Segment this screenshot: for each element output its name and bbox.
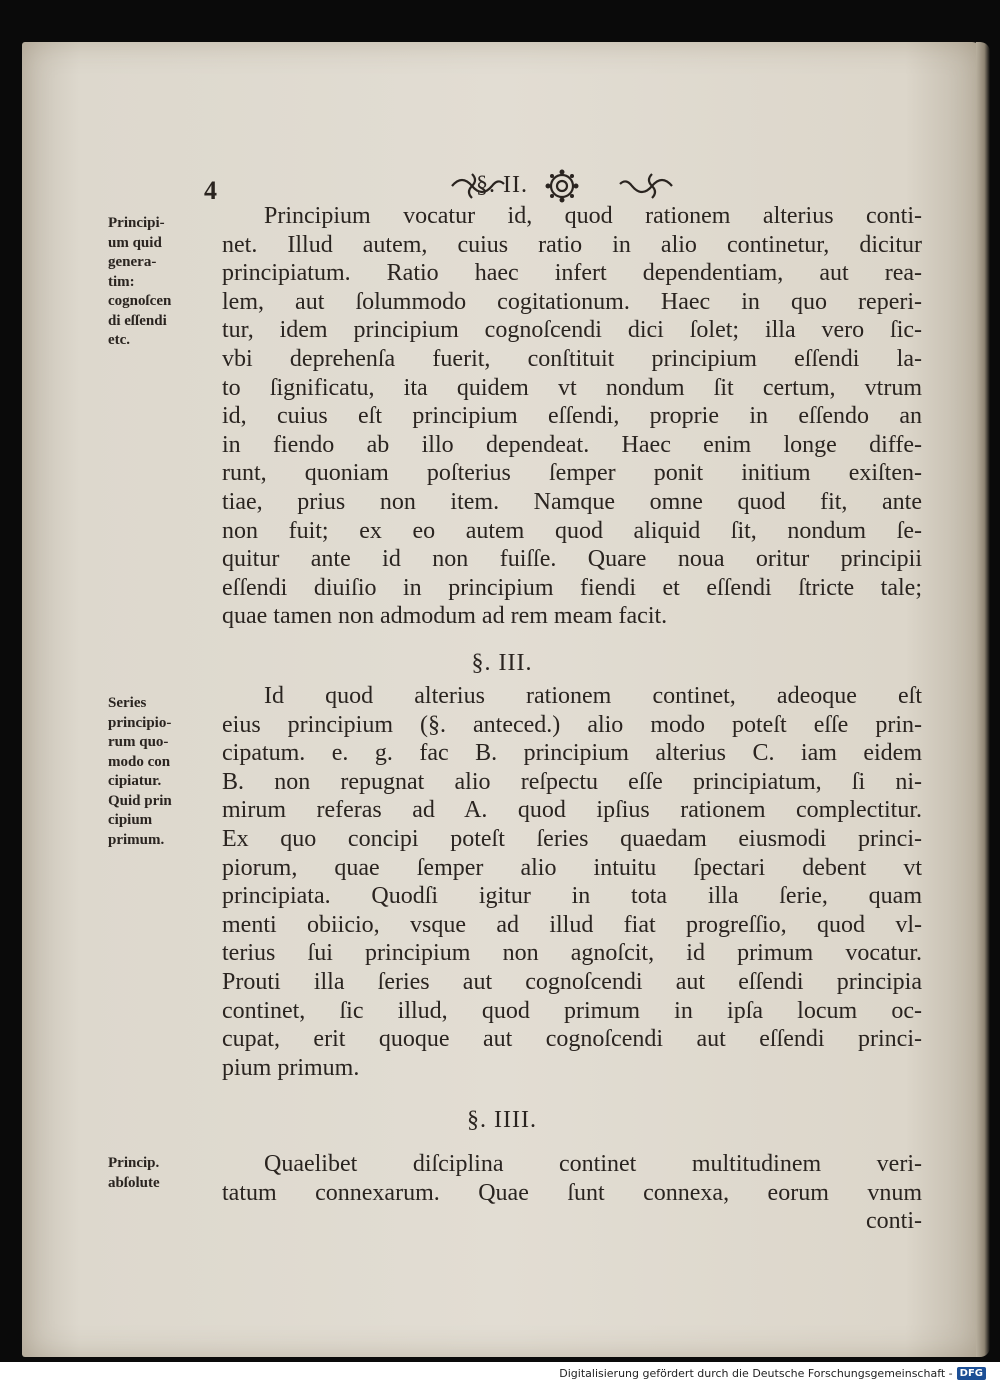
text-line: Principium vocatur id, quod rationem alterius conti- xyxy=(264,203,922,229)
text-line: lem, aut ſolummodo cogitationum. Haec in quo reperi- xyxy=(222,288,922,315)
margin-note-line: principio- xyxy=(108,714,172,731)
section-body-iiii xyxy=(222,1150,922,1236)
margin-note-line: Principi- xyxy=(108,215,165,231)
text-line: tur, idem principium cognoſcendi dici ſolet; illa vero ſic- xyxy=(222,317,922,344)
text-line: continet, ſic illud, quod primum in ipſa locum oc- xyxy=(222,997,922,1024)
footer-text: Digitalisierung gefördert durch die Deutsche Forschungsgemeinschaft - xyxy=(559,1367,953,1380)
margin-note-iiii xyxy=(108,1154,223,1193)
text-line: in fiendo ab illo dependeat. Haec enim longe diffe- xyxy=(222,431,922,458)
margin-note-line: Quid prin xyxy=(108,792,172,809)
margin-note-line: Series xyxy=(108,695,147,711)
section-heading-ii: §. II. xyxy=(476,172,528,198)
text-line: eius principium (§. anteced.) alio modo poteſt eſſe prin- xyxy=(222,711,922,738)
text-line: B. non repugnat alio reſpectu eſſe principiatum, ſi ni- xyxy=(222,768,922,795)
text-line: tiae, prius non item. Namque omne quod fit, ante xyxy=(222,488,922,515)
section-body-iii xyxy=(222,682,922,1082)
text-line: cipatum. e. g. fac B. principium alterius C. iam eidem xyxy=(222,740,922,767)
text-line: principiatum. Ratio haec infert dependentiam, aut rea- xyxy=(222,260,922,287)
margin-note-line: cipium xyxy=(108,812,153,828)
text-line: principiata. Quodſi igitur in tota illa ſerie, quam xyxy=(222,883,922,910)
margin-note-iii xyxy=(108,694,223,850)
text-line: non fuit; ex eo autem quod aliquid ſit, nondum ſe- xyxy=(222,517,922,544)
text-line: tatum connexarum. Quae ſunt connexa, eorum vnum xyxy=(222,1179,922,1206)
text-line: id, cuius eſt principium eſſendi, proprie in eſſendo an xyxy=(222,403,922,430)
section-body-ii xyxy=(222,202,922,631)
catchword: conti- xyxy=(866,1208,922,1235)
text-line: terius ſui principium non agnoſcit, id primum vocatur. xyxy=(222,940,922,967)
text-line: piorum, quae ſemper alio intuitu ſpectari debent vt xyxy=(222,854,922,881)
text-line: Ex quo concipi poteſt ſeries quaedam eiusmodi princi- xyxy=(222,825,922,852)
margin-note-line: primum. xyxy=(108,831,165,848)
margin-note-line: tim: xyxy=(108,273,135,290)
margin-note-line: Princip. xyxy=(108,1155,160,1171)
text-line: quitur ante id non fuiſſe. Quare noua oritur principii xyxy=(222,546,922,573)
margin-note-line: um quid xyxy=(108,234,162,251)
margin-note-ii xyxy=(108,214,223,351)
section-heading-iiii: §. IIII. xyxy=(467,1107,537,1133)
footer-attribution xyxy=(559,1367,986,1380)
text-line: quae tamen non admodum ad rem meam facit. xyxy=(222,603,668,630)
margin-note-line: abſolute xyxy=(108,1174,160,1191)
book-page xyxy=(22,42,982,1357)
text-line: to ſignificatu, ita quidem vt nondum ſit certum, vtrum xyxy=(222,374,922,401)
dfg-logo-icon: DFG xyxy=(957,1367,986,1380)
text-line: net. Illud autem, cuius ratio in alio continetur, dicitur xyxy=(222,231,922,258)
text-line: runt, quoniam poſterius ſemper ponit initium exiſten- xyxy=(222,460,922,487)
text-line: mirum referas ad A. quod ipſius rationem complectitur. xyxy=(222,797,922,824)
text-line: menti obiicio, vsque ad illud fiat progreſſio, quod vl- xyxy=(222,911,922,938)
text-line: Quaelibet diſciplina continet multitudinem veri- xyxy=(264,1151,922,1177)
text-line: cupat, erit quoque aut cognoſcendi aut eſſendi princi- xyxy=(222,1026,922,1053)
margin-note-line: cognoſcen xyxy=(108,293,172,309)
margin-note-line: modo con xyxy=(108,753,171,770)
page-edge xyxy=(976,42,990,1357)
margin-note-line: rum quo- xyxy=(108,734,169,750)
margin-note-line: genera- xyxy=(108,254,157,270)
text-line: pium primum. xyxy=(222,1054,360,1081)
margin-note-line: di eſſendi xyxy=(108,312,167,329)
page-number: 4 xyxy=(204,176,217,205)
section-heading-iii: §. III. xyxy=(471,650,533,676)
text-line: Id quod alterius rationem continet, adeoque eſt xyxy=(264,683,922,709)
text-line: vbi deprehenſa fuerit, conſtituit principium eſſendi la- xyxy=(222,345,922,372)
margin-note-line: cipiatur. xyxy=(108,773,162,789)
text-line: Prouti illa ſeries aut cognoſcendi aut eſſendi principia xyxy=(222,968,922,995)
margin-note-line: etc. xyxy=(108,332,131,348)
text-line: eſſendi diuiſio in principium fiendi et eſſendi ſtricte tale; xyxy=(222,574,922,601)
